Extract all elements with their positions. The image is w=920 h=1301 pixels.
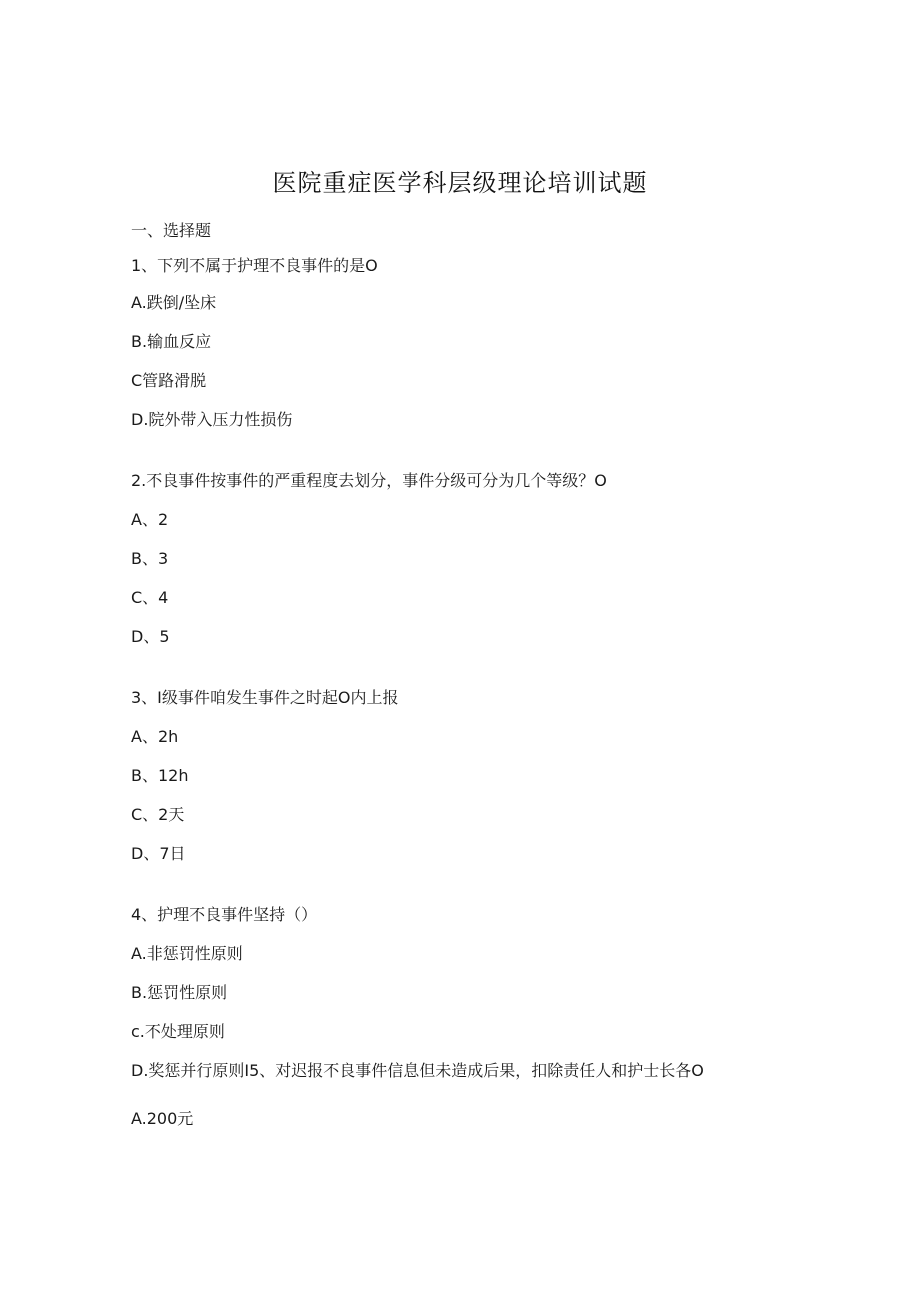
question-stem: 3、I级事件咱发生事件之时起O内上报	[131, 688, 399, 707]
answer-option: A.200元	[131, 1109, 194, 1128]
answer-option: A、2h	[131, 727, 179, 746]
answer-option: C、4	[131, 588, 169, 607]
answer-option: B、12h	[131, 766, 189, 785]
page-title: 医院重症医学科层级理论培训试题	[272, 169, 648, 197]
answer-option: D.奖惩并行原则I5、对迟报不良事件信息但未造成后果，扣除责任人和护士长各O	[131, 1061, 704, 1080]
answer-option: B.惩罚性原则	[131, 983, 228, 1002]
answer-option: D、5	[131, 627, 170, 646]
answer-option: A、2	[131, 510, 169, 529]
question-stem: 4、护理不良事件坚持（）	[131, 905, 318, 924]
answer-option: C、2天	[131, 805, 185, 824]
answer-option: A.非惩罚性原则	[131, 944, 243, 963]
answer-option: D.院外带入压力性损伤	[131, 410, 293, 429]
question-stem: 2.不良事件按事件的严重程度去划分，事件分级可分为几个等级？O	[131, 471, 607, 490]
answer-option: A.跌倒/坠床	[131, 293, 217, 312]
answer-option: B.输血反应	[131, 332, 212, 351]
answer-option: D、7日	[131, 844, 186, 863]
answer-option: c.不处理原则	[131, 1022, 225, 1041]
question-stem: 1、下列不属于护理不良事件的是O	[131, 256, 378, 275]
answer-option: B、3	[131, 549, 169, 568]
answer-option: C管路滑脱	[131, 371, 207, 390]
section-heading: 一、选择题	[131, 221, 212, 240]
